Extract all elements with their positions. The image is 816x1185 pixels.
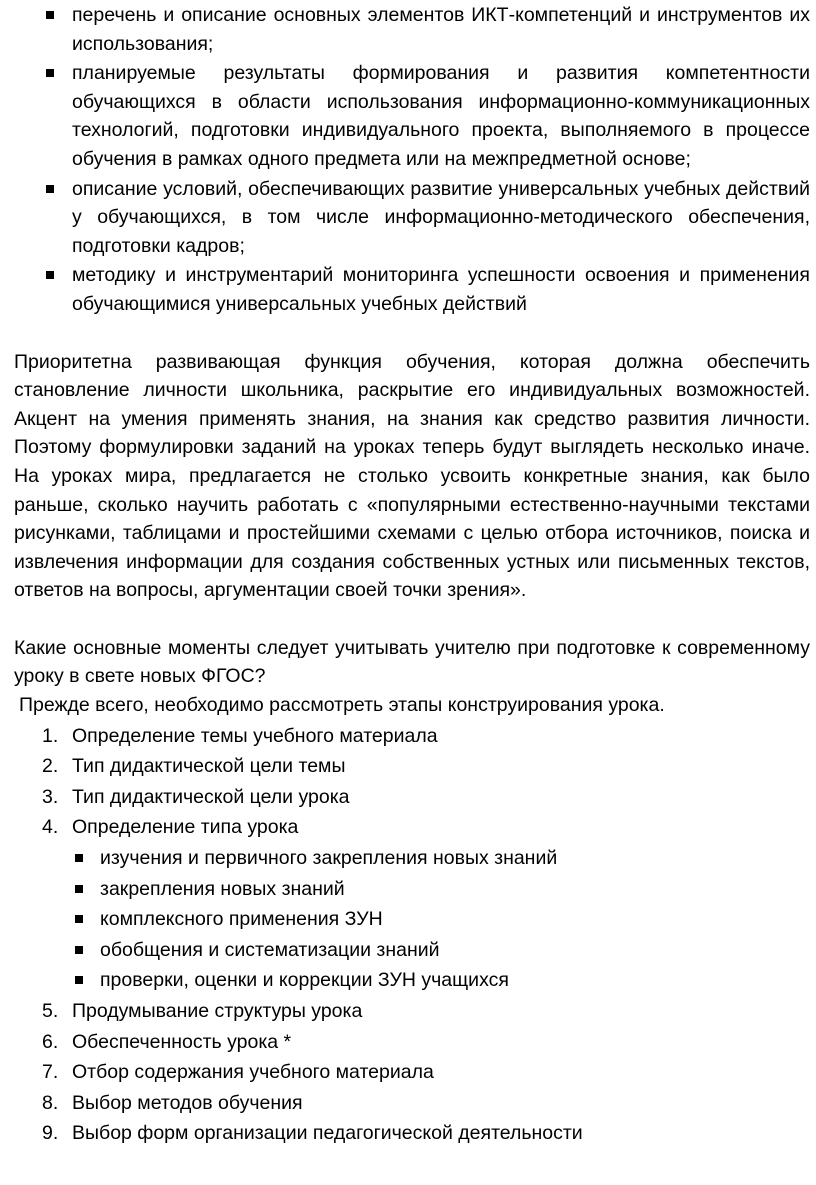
step-number: 5. <box>42 1000 59 1022</box>
step-item <box>14 813 810 995</box>
step-text: Обеспеченность урока * <box>72 1030 292 1053</box>
step-number: 8. <box>42 1091 59 1114</box>
document-page <box>0 1 816 1185</box>
square-bullet-icon <box>75 915 83 923</box>
square-bullet-icon <box>75 854 83 862</box>
list-item <box>14 261 810 318</box>
sub-list-item <box>14 966 810 995</box>
list-item-text: планируемые результаты формирования и развития компетентности обучающихся в области использования информационно-коммуникационных технологий, подготовки индивидуального проекта, выполняемого в процессе обучения в рамках одного предмета или на межпредметной основе; <box>72 62 810 170</box>
square-bullet-icon <box>46 69 54 77</box>
step-number: 4. <box>42 816 59 839</box>
square-bullet-icon <box>46 271 54 279</box>
step-item <box>14 783 810 812</box>
sub-list-item <box>14 905 810 934</box>
lesson-types-list <box>14 844 810 995</box>
sub-list-item <box>14 936 810 965</box>
step-number: 7. <box>42 1061 59 1084</box>
step-text: Определение типа урока <box>72 816 299 839</box>
step-text: Продумывание структуры урока <box>72 1000 363 1022</box>
lesson-steps-list <box>14 722 810 1148</box>
sub-list-item-text: изучения и первичного закрепления новых знаний <box>100 847 558 870</box>
intro-line: Прежде всего, необходимо рассмотреть этапы конструирования урока. <box>19 694 665 717</box>
sub-list-item <box>14 844 810 873</box>
requirements-list <box>14 1 810 319</box>
step-number: 3. <box>42 785 59 808</box>
step-number: 9. <box>42 1122 59 1145</box>
list-item-text: методику и инструментарий мониторинга успешности освоения и применения обучающимися универсальных учебных действий <box>72 264 810 315</box>
sub-list-item-text: проверки, оценки и коррекции ЗУН учащихся <box>100 969 509 992</box>
step-text: Отбор содержания учебного материала <box>72 1061 434 1084</box>
step-text: Выбор форм организации педагогической деятельности <box>72 1122 583 1145</box>
square-bullet-icon <box>75 946 83 954</box>
list-item <box>14 59 810 173</box>
step-item <box>14 1058 810 1087</box>
step-number: 2. <box>42 755 59 778</box>
square-bullet-icon <box>46 11 54 19</box>
square-bullet-icon <box>75 885 83 893</box>
step-text: Тип дидактической цели темы <box>72 755 346 778</box>
square-bullet-icon <box>75 976 83 984</box>
list-item-text: перечень и описание основных элементов ИКТ-компетенций и инструментов их использования; <box>72 4 810 55</box>
step-number: 6. <box>42 1030 59 1053</box>
step-text: Тип дидактической цели урока <box>72 785 350 808</box>
step-text: Определение темы учебного материала <box>72 724 438 747</box>
step-item <box>14 752 810 781</box>
step-item <box>14 997 810 1026</box>
question-paragraph: Какие основные моменты следует учитывать учителю при подготовке к современному уроку в свете новых ФГОС? <box>14 636 810 688</box>
step-item <box>14 1028 810 1057</box>
list-item <box>14 175 810 261</box>
step-item <box>14 722 810 751</box>
step-number: 1. <box>42 724 59 747</box>
sub-list-item <box>14 875 810 904</box>
list-item <box>14 1 810 58</box>
sub-list-item-text: комплексного применения ЗУН <box>100 908 383 931</box>
square-bullet-icon <box>46 185 54 193</box>
step-item <box>14 1119 810 1148</box>
step-text: Выбор методов обучения <box>72 1091 303 1114</box>
body-paragraph: Приоритетна развивающая функция обучения, которая должна обеспечить становление личности школьника, раскрытие его индивидуальных возможностей. Акцент на умения применять знания, на знания как средство развития личности. Поэтому формулировки заданий на уроках теперь будут выглядеть несколько иначе. На уроках мира, предлагается не столько усвоить конкретные знания, как было раньше, сколько научить работать с «популярными естественно-научными текстами рисунками, таблицами и простейшими схемами с целью отбора источников, поиска и извлечения информации для создания собственных устных или письменных текстов, ответов на вопросы, аргументации своей точки зрения». <box>14 350 810 602</box>
sub-list-item-text: обобщения и систематизации знаний <box>100 938 440 961</box>
list-item-text: описание условий, обеспечивающих развитие универсальных учебных действий у обучающихся, в том числе информационно-методического обеспечения, подготовки кадров; <box>72 177 810 257</box>
step-item <box>14 1089 810 1118</box>
sub-list-item-text: закрепления новых знаний <box>100 877 345 900</box>
